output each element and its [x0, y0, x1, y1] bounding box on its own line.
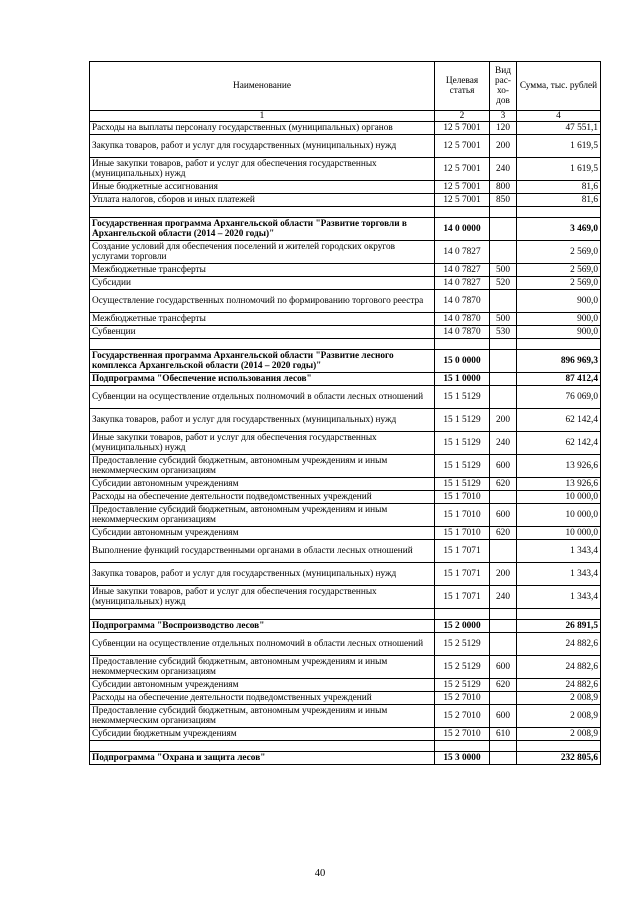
column-number: 2 — [435, 111, 490, 122]
name-cell: Субвенции на осуществление отдельных полномочий в области лесных отношений — [90, 633, 435, 656]
table-row — [90, 478, 601, 491]
table-row — [90, 705, 601, 728]
target-article-cell: 15 1 5129 — [435, 432, 490, 455]
empty-cell — [490, 207, 517, 218]
target-article-cell: 15 1 0000 — [435, 373, 490, 386]
name-cell: Осуществление государственных полномочий по формированию торгового реестра — [90, 290, 435, 313]
sum-cell: 81,6 — [517, 181, 601, 194]
column-number-row — [90, 111, 601, 122]
expense-type-cell — [490, 386, 517, 409]
name-cell: Субсидии — [90, 277, 435, 290]
table-row — [90, 679, 601, 692]
table-row — [90, 540, 601, 563]
target-article-cell: 15 1 7010 — [435, 504, 490, 527]
table-row — [90, 432, 601, 455]
empty-cell — [435, 339, 490, 350]
expense-type-cell: 240 — [490, 586, 517, 609]
sum-cell: 2 008,9 — [517, 692, 601, 705]
expense-type-cell: 620 — [490, 527, 517, 540]
sum-cell: 24 882,6 — [517, 679, 601, 692]
expense-type-cell — [490, 752, 517, 765]
table-row — [90, 656, 601, 679]
name-cell: Субсидии бюджетным учреждениям — [90, 728, 435, 741]
target-article-cell: 15 2 5129 — [435, 633, 490, 656]
target-article-cell: 14 0 7870 — [435, 313, 490, 326]
sum-cell: 900,0 — [517, 313, 601, 326]
column-number: 1 — [90, 111, 435, 122]
target-article-cell: 15 1 5129 — [435, 455, 490, 478]
sum-cell: 24 882,6 — [517, 656, 601, 679]
sum-cell: 1 343,4 — [517, 563, 601, 586]
table-row — [90, 135, 601, 158]
expense-type-cell: 500 — [490, 264, 517, 277]
expense-type-cell: 610 — [490, 728, 517, 741]
expense-type-cell: 600 — [490, 455, 517, 478]
expense-type-cell — [490, 620, 517, 633]
target-article-cell: 14 0 7870 — [435, 290, 490, 313]
empty-cell — [517, 339, 601, 350]
target-article-cell: 14 0 7827 — [435, 277, 490, 290]
sum-cell: 2 569,0 — [517, 277, 601, 290]
empty-cell — [435, 609, 490, 620]
empty-cell — [90, 339, 435, 350]
expense-type-cell — [490, 218, 517, 241]
target-article-cell: 12 5 7001 — [435, 181, 490, 194]
spacer-row — [90, 609, 601, 620]
empty-cell — [490, 339, 517, 350]
expense-type-cell: 620 — [490, 679, 517, 692]
expense-type-cell: 850 — [490, 194, 517, 207]
sum-cell: 26 891,5 — [517, 620, 601, 633]
name-cell: Иные бюджетные ассигнования — [90, 181, 435, 194]
sum-cell: 10 000,0 — [517, 504, 601, 527]
name-cell: Выполнение функций государственными органами в области лесных отношений — [90, 540, 435, 563]
name-cell: Расходы на обеспечение деятельности подведомственных учреждений — [90, 692, 435, 705]
name-cell: Предоставление субсидий бюджетным, автономным учреждениям и иным некоммерческим организациям — [90, 455, 435, 478]
spacer-row — [90, 339, 601, 350]
name-cell: Закупка товаров, работ и услуг для государственных (муниципальных) нужд — [90, 409, 435, 432]
empty-cell — [435, 207, 490, 218]
budget-table — [89, 61, 601, 765]
name-cell: Межбюджетные трансферты — [90, 264, 435, 277]
target-article-cell: 15 3 0000 — [435, 752, 490, 765]
target-article-cell: 15 1 5129 — [435, 478, 490, 491]
target-article-cell: 14 0 0000 — [435, 218, 490, 241]
name-cell: Подпрограмма "Охрана и защита лесов" — [90, 752, 435, 765]
sum-cell: 1 619,5 — [517, 135, 601, 158]
name-cell: Уплата налогов, сборов и иных платежей — [90, 194, 435, 207]
expense-type-cell — [490, 692, 517, 705]
target-article-cell: 15 2 7010 — [435, 705, 490, 728]
name-cell: Расходы на обеспечение деятельности подведомственных учреждений — [90, 491, 435, 504]
page-number: 40 — [314, 868, 326, 879]
sum-cell: 3 469,0 — [517, 218, 601, 241]
target-article-cell: 15 2 7010 — [435, 692, 490, 705]
table-row — [90, 386, 601, 409]
expense-type-cell — [490, 350, 517, 373]
expense-type-cell — [490, 491, 517, 504]
table-row — [90, 326, 601, 339]
sum-cell: 13 926,6 — [517, 455, 601, 478]
expense-type-cell: 120 — [490, 122, 517, 135]
table-row — [90, 455, 601, 478]
target-article-cell: 15 1 7071 — [435, 586, 490, 609]
header-name: Наименование — [90, 62, 435, 111]
name-cell: Иные закупки товаров, работ и услуг для обеспечения государственных (муниципальных) нужд — [90, 158, 435, 181]
sum-cell: 1 343,4 — [517, 586, 601, 609]
table-row — [90, 277, 601, 290]
table-row — [90, 692, 601, 705]
sum-cell: 2 569,0 — [517, 241, 601, 264]
header-expense-type: Вид рас-хо-дов — [490, 62, 517, 111]
table-row — [90, 241, 601, 264]
target-article-cell: 14 0 7870 — [435, 326, 490, 339]
target-article-cell: 15 2 7010 — [435, 728, 490, 741]
target-article-cell: 15 1 5129 — [435, 386, 490, 409]
expense-type-cell — [490, 241, 517, 264]
expense-type-cell: 520 — [490, 277, 517, 290]
name-cell: Предоставление субсидий бюджетным, автономным учреждениям и иным некоммерческим организациям — [90, 656, 435, 679]
table-row — [90, 504, 601, 527]
table-row — [90, 264, 601, 277]
sum-cell: 2 008,9 — [517, 705, 601, 728]
table-row — [90, 633, 601, 656]
empty-cell — [490, 609, 517, 620]
target-article-cell: 12 5 7001 — [435, 122, 490, 135]
target-article-cell: 12 5 7001 — [435, 194, 490, 207]
name-cell: Государственная программа Архангельской области "Развитие торговли в Архангельской области (2014 – 2020 годы)" — [90, 218, 435, 241]
name-cell: Государственная программа Архангельской области "Развитие лесного комплекса Архангельской области (2014 – 2020 годы)" — [90, 350, 435, 373]
target-article-cell: 15 2 5129 — [435, 656, 490, 679]
name-cell: Создание условий для обеспечения поселений и жителей городских округов услугами торговли — [90, 241, 435, 264]
sum-cell: 87 412,4 — [517, 373, 601, 386]
empty-cell — [517, 741, 601, 752]
spacer-row — [90, 741, 601, 752]
expense-type-cell: 200 — [490, 409, 517, 432]
table-row — [90, 313, 601, 326]
expense-type-cell: 200 — [490, 135, 517, 158]
table-row — [90, 122, 601, 135]
expense-type-cell — [490, 290, 517, 313]
target-article-cell: 15 1 7071 — [435, 540, 490, 563]
sum-cell: 1 619,5 — [517, 158, 601, 181]
expense-type-cell — [490, 633, 517, 656]
target-article-cell: 15 2 0000 — [435, 620, 490, 633]
sum-cell: 10 000,0 — [517, 527, 601, 540]
sum-cell: 2 569,0 — [517, 264, 601, 277]
expense-type-cell: 240 — [490, 432, 517, 455]
target-article-cell: 12 5 7001 — [435, 135, 490, 158]
target-article-cell: 14 0 7827 — [435, 241, 490, 264]
empty-cell — [435, 741, 490, 752]
sum-cell: 81,6 — [517, 194, 601, 207]
expense-type-cell: 600 — [490, 656, 517, 679]
table-row — [90, 527, 601, 540]
empty-cell — [90, 741, 435, 752]
table-row — [90, 194, 601, 207]
empty-cell — [517, 207, 601, 218]
target-article-cell: 15 1 7010 — [435, 491, 490, 504]
table-body — [90, 62, 601, 765]
name-cell: Предоставление субсидий бюджетным, автономным учреждениям и иным некоммерческим организациям — [90, 504, 435, 527]
sum-cell: 13 926,6 — [517, 478, 601, 491]
section-row — [90, 752, 601, 765]
table-row — [90, 728, 601, 741]
expense-type-cell: 620 — [490, 478, 517, 491]
empty-cell — [90, 609, 435, 620]
sum-cell: 896 969,3 — [517, 350, 601, 373]
sum-cell: 62 142,4 — [517, 432, 601, 455]
expense-type-cell: 600 — [490, 504, 517, 527]
sum-cell: 62 142,4 — [517, 409, 601, 432]
table-row — [90, 290, 601, 313]
empty-cell — [517, 609, 601, 620]
section-row — [90, 620, 601, 633]
spacer-row — [90, 207, 601, 218]
target-article-cell: 15 1 5129 — [435, 409, 490, 432]
target-article-cell: 12 5 7001 — [435, 158, 490, 181]
sum-cell: 1 343,4 — [517, 540, 601, 563]
expense-type-cell: 240 — [490, 158, 517, 181]
sum-cell: 900,0 — [517, 326, 601, 339]
table-row — [90, 563, 601, 586]
table-row — [90, 409, 601, 432]
table-header-row — [90, 62, 601, 111]
header-sum: Сумма, тыс. рублей — [517, 62, 601, 111]
sum-cell: 232 805,6 — [517, 752, 601, 765]
expense-type-cell: 200 — [490, 563, 517, 586]
target-article-cell: 15 1 7071 — [435, 563, 490, 586]
name-cell: Предоставление субсидий бюджетным, автономным учреждениям и иным некоммерческим организациям — [90, 705, 435, 728]
table-row — [90, 181, 601, 194]
table-row — [90, 586, 601, 609]
name-cell: Субсидии автономным учреждениям — [90, 527, 435, 540]
section-row — [90, 218, 601, 241]
name-cell: Иные закупки товаров, работ и услуг для обеспечения государственных (муниципальных) нужд — [90, 432, 435, 455]
sum-cell: 2 008,9 — [517, 728, 601, 741]
target-article-cell: 14 0 7827 — [435, 264, 490, 277]
header-target-article: Целевая статья — [435, 62, 490, 111]
name-cell: Расходы на выплаты персоналу государственных (муниципальных) органов — [90, 122, 435, 135]
name-cell: Субсидии автономным учреждениям — [90, 679, 435, 692]
name-cell: Субсидии автономным учреждениям — [90, 478, 435, 491]
target-article-cell: 15 1 7010 — [435, 527, 490, 540]
name-cell: Субвенции — [90, 326, 435, 339]
name-cell: Подпрограмма "Воспроизводство лесов" — [90, 620, 435, 633]
expense-type-cell: 600 — [490, 705, 517, 728]
sum-cell: 24 882,6 — [517, 633, 601, 656]
expense-type-cell — [490, 373, 517, 386]
column-number: 3 — [490, 111, 517, 122]
column-number: 4 — [517, 111, 601, 122]
sum-cell: 900,0 — [517, 290, 601, 313]
name-cell: Подпрограмма "Обеспечение использования лесов" — [90, 373, 435, 386]
target-article-cell: 15 2 5129 — [435, 679, 490, 692]
expense-type-cell — [490, 540, 517, 563]
table-row — [90, 158, 601, 181]
name-cell: Иные закупки товаров, работ и услуг для обеспечения государственных (муниципальных) нужд — [90, 586, 435, 609]
sum-cell: 10 000,0 — [517, 491, 601, 504]
name-cell: Закупка товаров, работ и услуг для государственных (муниципальных) нужд — [90, 563, 435, 586]
name-cell: Закупка товаров, работ и услуг для государственных (муниципальных) нужд — [90, 135, 435, 158]
section-row — [90, 350, 601, 373]
expense-type-cell: 800 — [490, 181, 517, 194]
table-row — [90, 491, 601, 504]
expense-type-cell: 500 — [490, 313, 517, 326]
expense-type-cell: 530 — [490, 326, 517, 339]
name-cell: Межбюджетные трансферты — [90, 313, 435, 326]
target-article-cell: 15 0 0000 — [435, 350, 490, 373]
name-cell: Субвенции на осуществление отдельных полномочий в области лесных отношений — [90, 386, 435, 409]
sum-cell: 47 551,1 — [517, 122, 601, 135]
sum-cell: 76 069,0 — [517, 386, 601, 409]
empty-cell — [90, 207, 435, 218]
empty-cell — [490, 741, 517, 752]
section-row — [90, 373, 601, 386]
